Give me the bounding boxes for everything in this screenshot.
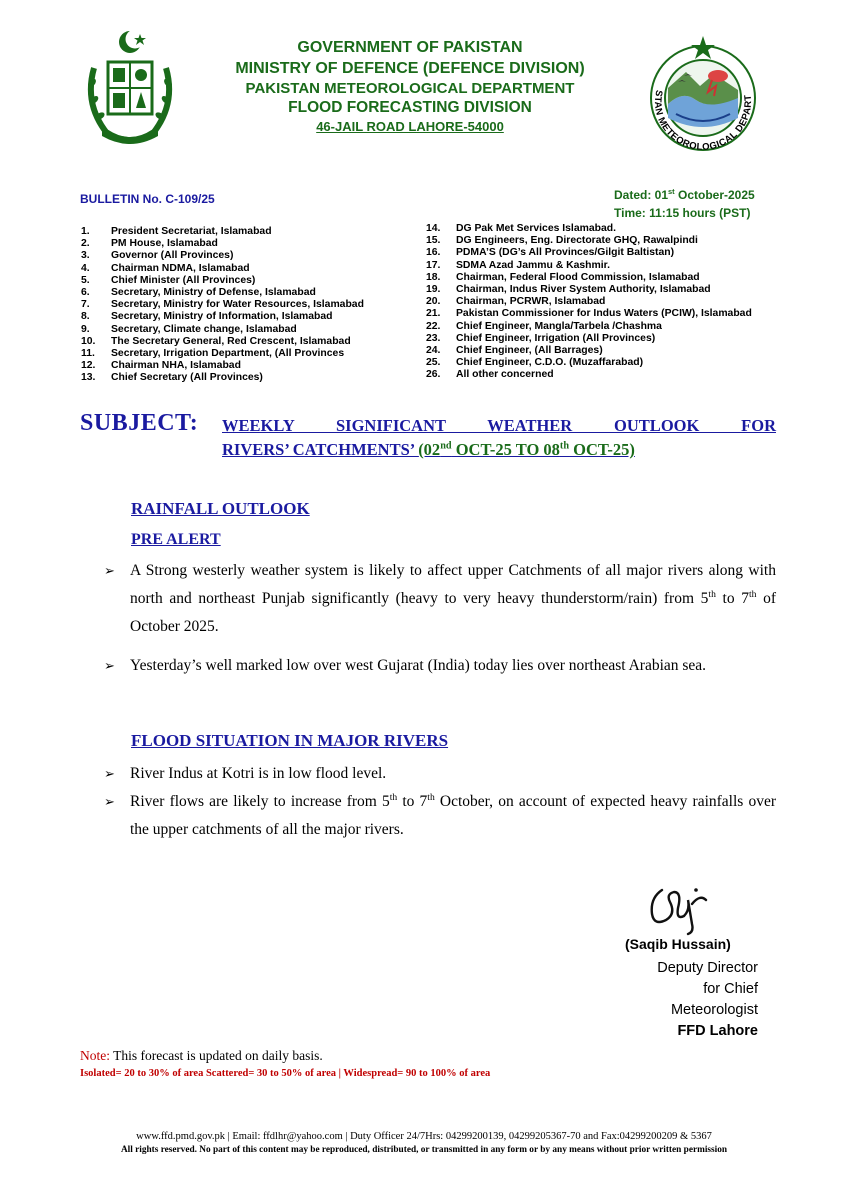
distribution-item: 24. Chief Engineer, (All Barrages) bbox=[426, 345, 603, 357]
distribution-item: 18. Chairman, Federal Flood Commission, Islamabad bbox=[426, 271, 700, 283]
signatory-name: (Saqib Hussain) bbox=[625, 936, 731, 952]
distribution-item: 15. DG Engineers, Eng. Directorate GHQ, Rawalpindi bbox=[426, 235, 698, 247]
distribution-item: 9. Secretary, Climate change, Islamabad bbox=[81, 323, 297, 335]
distribution-item: 14. DG Pak Met Services Islamabad. bbox=[426, 223, 616, 234]
distribution-item: 21. Pakistan Commissioner for Indus Waters (PCIW), Islamabad bbox=[426, 308, 752, 320]
footer-contact: www.ffd.pmd.gov.pk | Email: ffdlhr@yahoo.com | Duty Officer 24/7Hrs: 04299200139, 04299205367-70 and Fax:04299200209 & 5367 bbox=[136, 1131, 712, 1142]
header-government: GOVERNMENT OF PAKISTAN bbox=[297, 39, 523, 56]
bulletin-date: Dated: 01st October-2025 bbox=[614, 187, 755, 202]
arrow-bullet-icon: ➢ bbox=[104, 658, 115, 673]
arrow-bullet-icon: ➢ bbox=[104, 794, 115, 809]
distribution-item: 26. All other concerned bbox=[426, 369, 554, 381]
distribution-item: 13. Chief Secretary (All Provinces) bbox=[81, 372, 263, 384]
update-note: Note: This forecast is updated on daily basis. bbox=[80, 1048, 323, 1063]
distribution-item: 11. Secretary, Irrigation Department, (All Provinces bbox=[81, 348, 345, 360]
subject-label: SUBJECT: bbox=[80, 410, 199, 436]
rainfall-bullet bbox=[104, 557, 776, 641]
distribution-item: 7. Secretary, Ministry for Water Resources, Islamabad bbox=[81, 299, 364, 311]
header-division: FLOOD FORECASTING DIVISION bbox=[288, 99, 532, 116]
bulletin-time: Time: 11:15 hours (PST) bbox=[614, 206, 751, 220]
distribution-item: 17. SDMA Azad Jammu & Kashmir. bbox=[426, 259, 610, 271]
flood-bullet bbox=[104, 760, 776, 788]
distribution-item: 10. The Secretary General, Red Crescent, Islamabad bbox=[81, 335, 351, 347]
government-emblem-logo bbox=[80, 28, 180, 148]
pmd-seal-logo bbox=[628, 28, 778, 178]
distribution-item: 16. PDMA’S (DG’s All Provinces/Gilgit Baltistan) bbox=[426, 247, 675, 259]
distribution-item: 3. Governor (All Provinces) bbox=[81, 250, 234, 262]
flood-situation-heading: FLOOD SITUATION IN MAJOR RIVERS bbox=[131, 731, 449, 750]
distribution-item: 4. Chairman NDMA, Islamabad bbox=[81, 262, 250, 274]
subject-line-1: WEEKLY SIGNIFICANT WEATHER OUTLOOK FOR bbox=[222, 416, 776, 435]
distribution-item: 20. Chairman, PCRWR, Islamabad bbox=[426, 296, 606, 308]
header-address: 46-JAIL ROAD LAHORE-54000 bbox=[316, 119, 504, 134]
seal-text: STAN METEOROLOGICAL DEPART bbox=[651, 89, 755, 153]
footer-rights: All rights reserved. No part of this content may be reproduced, distributed, or transmitted in any form or by any means without prior written permission bbox=[120, 1145, 728, 1155]
flood-bullet-text: River Indus at Kotri is in low flood level. bbox=[130, 765, 387, 782]
coverage-legend: Isolated= 20 to 30% of area Scattered= 30 to 50% of area | Widespread= 90 to 100% of area bbox=[80, 1068, 491, 1079]
distribution-item: 23. Chief Engineer, Irrigation (All Provinces) bbox=[426, 332, 656, 344]
distribution-item: 5. Chief Minister (All Provinces) bbox=[81, 274, 256, 286]
pre-alert-heading: PRE ALERT bbox=[131, 531, 221, 548]
distribution-item: 19. Chairman, Indus River System Authority, Islamabad bbox=[426, 284, 711, 296]
flood-bullet bbox=[104, 788, 776, 844]
header-department: PAKISTAN METEOROLOGICAL DEPARTMENT bbox=[245, 80, 575, 97]
handwritten-signature bbox=[640, 880, 720, 936]
flood-bullet-text: River flows are likely to increase from 5th to 7th October, on account of expected heavy rainfalls over the upper catchments of all the major rivers. bbox=[130, 791, 776, 838]
distribution-item: 8. Secretary, Ministry of Information, Islamabad bbox=[81, 311, 333, 323]
rainfall-bullet-text: A Strong westerly weather system is likely to affect upper Catchments of all major rivers along with north and northeast Punjab significantly (heavy to very heavy thunderstorm/rain) from 5th to 7th of October 2025. bbox=[130, 562, 776, 635]
rainfall-bullet-text: Yesterday’s well marked low over west Gujarat (India) today lies over northeast Arabian sea. bbox=[130, 657, 707, 674]
distribution-list-left bbox=[81, 226, 364, 385]
arrow-bullet-icon: ➢ bbox=[104, 766, 115, 781]
distribution-list-right bbox=[426, 223, 752, 382]
distribution-item: 6. Secretary, Ministry of Defense, Islamabad bbox=[81, 287, 316, 299]
distribution-item: 2. PM House, Islamabad bbox=[81, 238, 218, 250]
distribution-item: 12. Chairman NHA, Islamabad bbox=[81, 360, 241, 372]
rainfall-outlook-heading: RAINFALL OUTLOOK bbox=[131, 499, 310, 518]
distribution-item: 25. Chief Engineer, C.D.O. (Muzaffarabad) bbox=[426, 357, 644, 369]
distribution-item: 1. President Secretariat, Islamabad bbox=[81, 226, 272, 237]
rainfall-bullet bbox=[104, 652, 776, 680]
arrow-bullet-icon: ➢ bbox=[104, 563, 115, 578]
signatory-designation: Deputy Director for Chief Meteorologist FFD Lahore bbox=[657, 960, 758, 1039]
bulletin-number: BULLETIN No. C-109/25 bbox=[80, 192, 215, 206]
distribution-item: 22. Chief Engineer, Mangla/Tarbela /Chashma bbox=[426, 320, 662, 332]
subject-line-2: RIVERS’ CATCHMENTS’ (02nd OCT-25 TO 08th OCT-25) bbox=[222, 440, 635, 459]
header-ministry: MINISTRY OF DEFENCE (DEFENCE DIVISION) bbox=[235, 60, 585, 77]
